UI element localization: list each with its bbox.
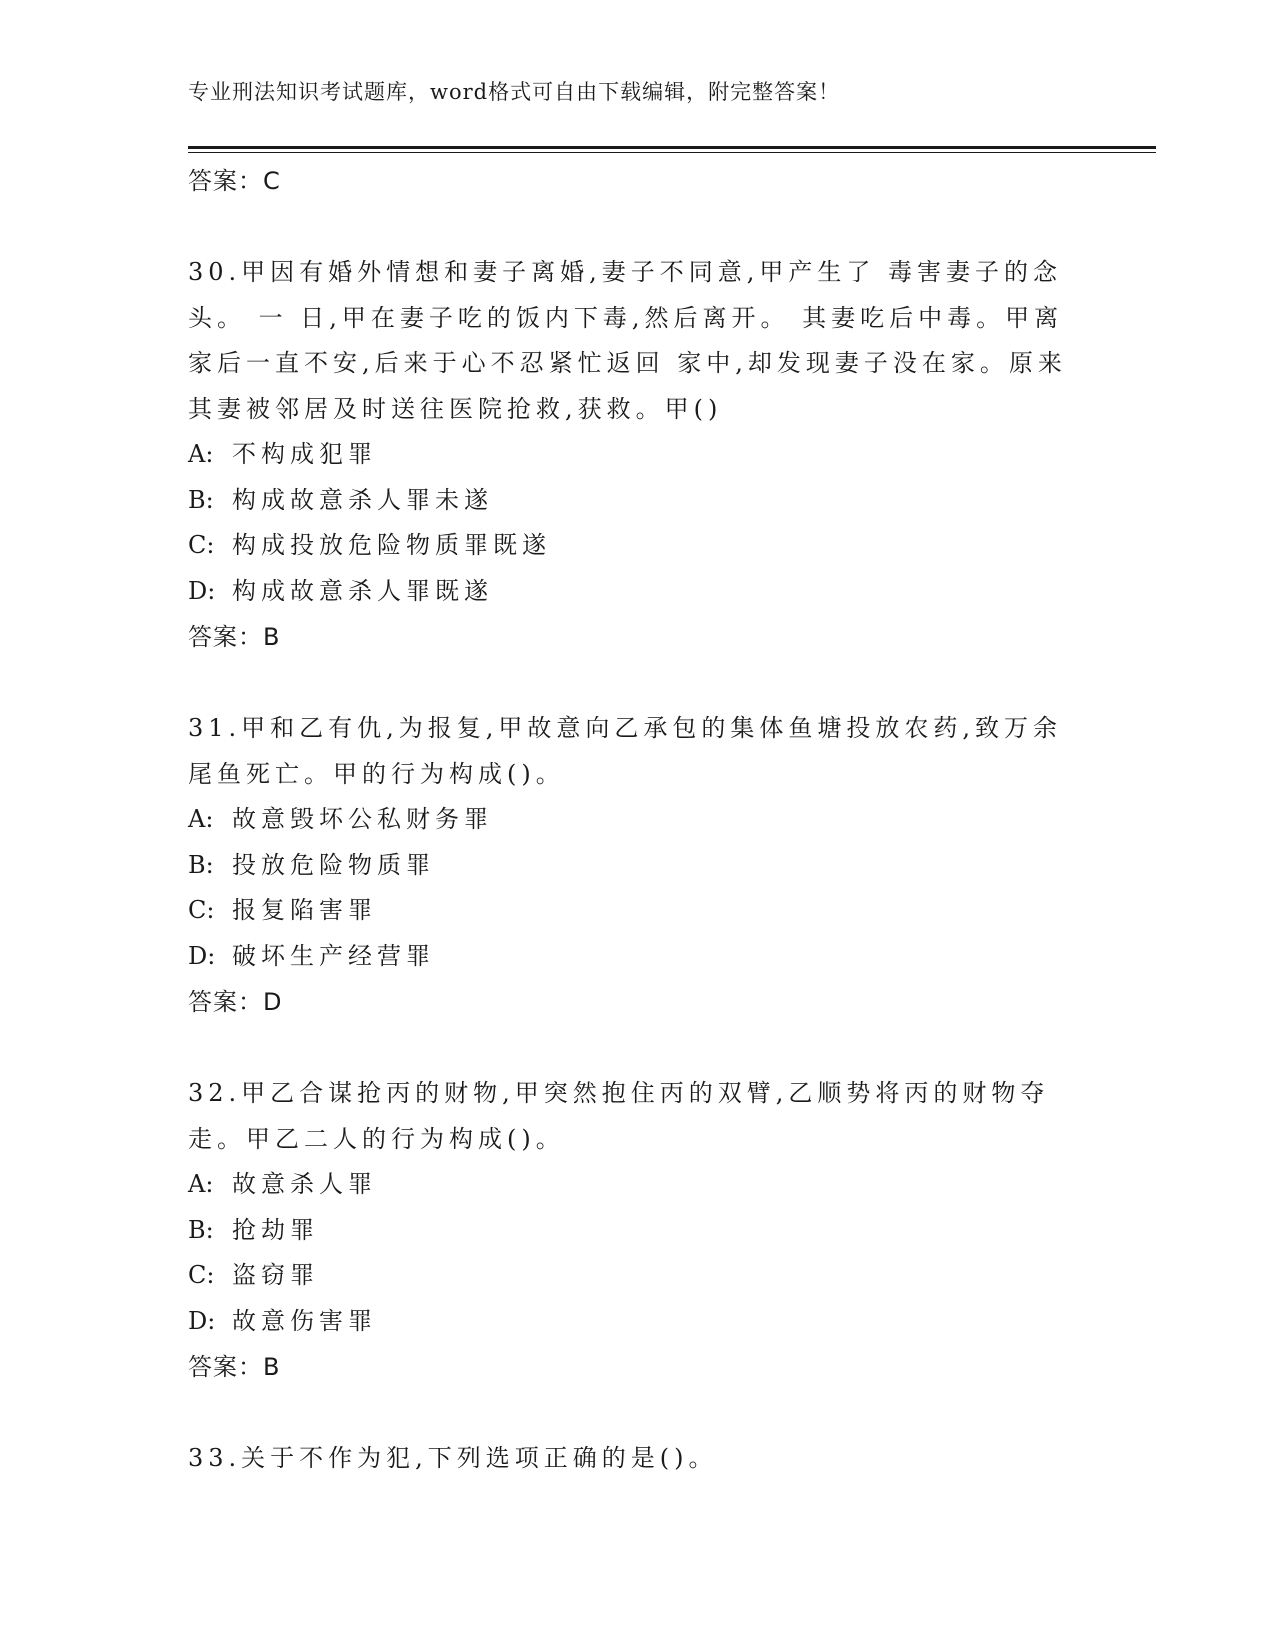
option-c — [188, 523, 1088, 569]
option-letter: B: — [188, 1215, 214, 1244]
option-a — [188, 432, 1088, 478]
option-d — [188, 934, 1088, 980]
option-letter: C: — [188, 531, 215, 559]
answer-line: 答案：D — [188, 988, 283, 1016]
question-block — [188, 1071, 1088, 1390]
question-block — [188, 250, 1088, 660]
question-text: 32.甲乙合谋抢丙的财物,甲突然抱住丙的双臂,乙顺势将丙的财物夺走。甲乙二人的行为构成()。 — [188, 1079, 1050, 1153]
question-block — [188, 1436, 1088, 1482]
option-c — [188, 1253, 1088, 1299]
question-block — [188, 706, 1088, 1025]
option-text: 构成投放危险物质罪既遂 — [232, 531, 551, 559]
option-letter: B: — [188, 850, 214, 879]
option-d — [188, 1299, 1088, 1345]
option-letter: A: — [188, 440, 214, 468]
option-text: 投放危险物质罪 — [232, 850, 435, 879]
exam-content — [188, 158, 1088, 1482]
option-text: 盗窃罪 — [232, 1261, 319, 1289]
header-rule-thin — [188, 152, 1156, 153]
header-rule-thick — [188, 146, 1156, 149]
option-letter: A: — [188, 1170, 214, 1198]
option-b — [188, 843, 1088, 889]
option-text: 报复陷害罪 — [232, 896, 377, 924]
option-b — [188, 1208, 1088, 1254]
option-text: 不构成犯罪 — [232, 440, 377, 468]
question-text: 31.甲和乙有仇,为报复,甲故意向乙承包的集体鱼塘投放农药,致万余尾鱼死亡。甲的行为构成()。 — [188, 714, 1063, 788]
option-letter: C: — [188, 896, 215, 924]
option-letter: B: — [188, 485, 214, 514]
option-b — [188, 478, 1088, 524]
option-letter: D: — [188, 576, 216, 605]
option-a — [188, 797, 1088, 843]
option-text: 构成故意杀人罪既遂 — [232, 576, 493, 605]
option-d — [188, 569, 1088, 615]
option-text: 构成故意杀人罪未遂 — [232, 485, 493, 514]
option-letter: D: — [188, 1306, 216, 1335]
option-text: 抢劫罪 — [232, 1215, 319, 1244]
option-letter: C: — [188, 1261, 215, 1289]
option-letter: A: — [188, 805, 214, 833]
option-text: 故意伤害罪 — [232, 1306, 377, 1335]
option-a — [188, 1162, 1088, 1208]
answer-line: 答案：B — [188, 1353, 281, 1381]
question-text: 30.甲因有婚外情想和妻子离婚,妻子不同意,甲产生了 毒害妻子的念头。 一 日,甲在妻子吃的饭内下毒,然后离开。 其妻吃后中毒。甲离家后一直不安,后来于心不忍紧忙返回 家中,却发现妻子没在家。原来其妻被邻居及时送往医院抢救,获救。甲() — [188, 258, 1067, 423]
page-header: 专业刑法知识考试题库，word格式可自由下载编辑，附完整答案！ — [188, 80, 841, 104]
option-text: 破坏生产经营罪 — [232, 941, 435, 970]
option-letter: D: — [188, 941, 216, 970]
option-c — [188, 888, 1088, 934]
question-text: 33.关于不作为犯,下列选项正确的是()。 — [188, 1444, 718, 1472]
answer-line: 答案：B — [188, 623, 281, 651]
option-text: 故意杀人罪 — [232, 1170, 377, 1198]
option-text: 故意毁坏公私财务罪 — [232, 805, 493, 833]
answer-line: 答案：C — [188, 167, 281, 195]
